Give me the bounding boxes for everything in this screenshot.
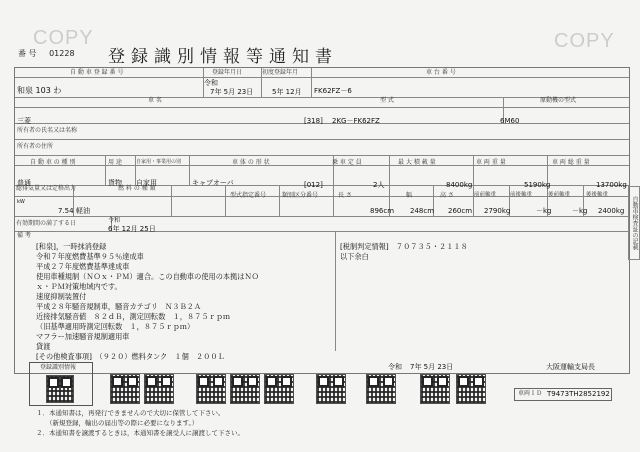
qr-code-icon xyxy=(196,374,226,404)
vehicle-id-label: 車両ＩＤ xyxy=(518,390,543,397)
document-number-value: 01228 xyxy=(49,49,75,58)
remark-line: （旧基準適用時測定回転数 １，８７５ｒｐｍ） xyxy=(36,322,195,331)
width-value: 248cm xyxy=(410,207,435,215)
fuel-value: 軽油 xyxy=(76,207,90,215)
maker-label: 車 名 xyxy=(148,97,162,104)
issue-date: 7年 5月 23日 xyxy=(410,363,454,371)
owner-name-label: 所有者の氏名又は名称 xyxy=(17,127,78,134)
type-label: 型 式 xyxy=(380,97,394,104)
vehicle-id-value: T9473TH2852192 xyxy=(547,390,610,398)
remarks-label: 備 考 xyxy=(17,232,31,239)
qr-code-icon xyxy=(420,374,450,404)
first-reg-label: 初度登録年月 xyxy=(262,69,299,76)
maxload-label: 最 大 積 載 量 xyxy=(398,159,436,166)
front-rear-axle-value: －kg xyxy=(536,207,552,215)
tax-info-line: [税制判定情報] ７０７３５・２１１８ xyxy=(340,242,468,251)
qr-code-icon xyxy=(366,374,396,404)
body-label: 車 体 の 形 状 xyxy=(232,159,270,166)
remark-line: 近接排気騒音値 ８２ｄＢ，測定回転数 １，８７５ｒｐｍ xyxy=(36,312,231,321)
engine-label: 原動機の型式 xyxy=(540,97,577,104)
side-note: 自動車検査証の記載 xyxy=(628,186,640,260)
use-value: 貨物 xyxy=(108,179,122,187)
remark-line: 速度抑制装置付 xyxy=(36,292,87,301)
expiry-era: 令和 xyxy=(108,217,121,224)
remark-line: 令和７年度燃費基準９５％達成車 xyxy=(36,252,144,261)
copy-watermark-left: COPY xyxy=(33,27,94,49)
displacement-unit: kW xyxy=(17,199,25,205)
remark-line: ｘ・ＰＭ対策地域内です。 xyxy=(36,282,122,291)
reg-date-label: 登録年月日 xyxy=(212,69,243,76)
kind-label: 自 動 車 の 種 別 xyxy=(30,159,76,166)
gross-weight-value: 13700kg xyxy=(596,181,627,189)
displacement-value: 7.54 xyxy=(58,207,74,215)
purpose-value: 自家用 xyxy=(136,179,157,187)
remark-line: マフラー加速騒音規制適用車 xyxy=(36,332,130,341)
expiry-label: 有効期間の満了する日 xyxy=(16,220,77,227)
width-label: 幅 xyxy=(406,192,413,199)
remark-line: 平成２７年度燃費基準達成車 xyxy=(36,262,130,271)
remark-line: 使用車種規制（ＮＯｘ・ＰＭ）適合。この自動車の使用の本拠はＮＯ xyxy=(36,272,259,281)
vehicle-id-box xyxy=(514,388,612,401)
reg-no-label: 自 動 車 登 録 番 号 xyxy=(70,69,124,76)
body-code: [012] xyxy=(304,181,323,189)
rear-front-axle-label: 後前軸重 xyxy=(548,192,571,198)
stamp-code-icon xyxy=(46,375,74,403)
first-reg-value: 5年 12月 xyxy=(272,88,302,96)
displacement-label: 総排気量又は定格出力 xyxy=(16,185,77,192)
maxload-value: 8400kg xyxy=(446,181,473,189)
weight-label: 車 両 重 量 xyxy=(476,159,506,166)
remark-line: [和泉]，一時抹消登録 xyxy=(36,242,107,251)
model-no-label: 型式指定番号 xyxy=(230,192,267,199)
remark-line: 貸渡 xyxy=(36,342,51,351)
length-value: 896cm xyxy=(370,207,395,215)
qr-code-icon xyxy=(456,374,486,404)
stamp-label: 登録識別情報 xyxy=(40,364,77,371)
height-value: 260cm xyxy=(448,207,473,215)
reg-date-value: 7年 5月 23日 xyxy=(210,88,254,96)
rear-rear-axle-label: 後後軸重 xyxy=(586,192,609,198)
expiry-value: 6年 12月 25日 xyxy=(108,225,156,233)
qr-code-icon xyxy=(264,374,294,404)
footnote-1-sub: （新規登録，輸出の届出等の際に必要になります。） xyxy=(46,419,199,427)
owner-address-label: 所有者の住所 xyxy=(17,143,54,150)
body-value: キャブオーバ xyxy=(192,179,234,187)
purpose-label: 自家用・事業用の別 xyxy=(136,159,182,165)
qr-code-icon xyxy=(316,374,346,404)
remark-line: 平成２８年騒音規制車，騒音カテゴリ Ｎ３Ｂ２Ａ xyxy=(36,302,202,311)
chassis-value: FK62FZ－6 xyxy=(314,87,352,95)
front-front-axle-value: 2790kg xyxy=(484,207,511,215)
qr-code-icon xyxy=(230,374,260,404)
gross-weight-label: 車 両 総 重 量 xyxy=(552,159,590,166)
footnote-2: ２．本通知書を譲渡するときは，本通知書を譲受人に譲渡して下さい。 xyxy=(36,429,244,437)
front-front-axle-label: 前前軸重 xyxy=(474,192,497,198)
document-number-label: 番 号 xyxy=(18,49,37,58)
capacity-value: 2人 xyxy=(373,181,385,189)
fuel-label: 燃 料 の 種 類 xyxy=(118,185,156,192)
engine-value: 6M60 xyxy=(500,117,520,125)
class-no-label: 類別区分番号 xyxy=(282,192,319,199)
use-label: 用 途 xyxy=(108,159,122,166)
document-number xyxy=(18,50,75,58)
end-of-remarks: 以下余白 xyxy=(340,252,369,261)
type-value: 2KG－FK62FZ xyxy=(332,117,380,125)
registration-stamp-box xyxy=(29,362,93,406)
reg-date-era: 令和 xyxy=(204,79,218,87)
footnote-1: １．本通知書は，再発行できませんので大切に保管して下さい。 xyxy=(36,409,225,417)
rear-front-axle-value: －kg xyxy=(572,207,588,215)
reg-no-value: 和泉 103 わ xyxy=(17,86,62,95)
type-code: [318] xyxy=(304,117,323,125)
qr-code-icon xyxy=(110,374,140,404)
weight-value: 5190kg xyxy=(524,181,551,189)
issuing-office: 大阪運輸支局長 xyxy=(546,363,595,371)
issue-era: 令和 xyxy=(388,363,402,371)
chassis-label: 車 台 番 号 xyxy=(426,69,456,76)
copy-watermark-right: COPY xyxy=(554,30,615,52)
rear-rear-axle-value: 2400kg xyxy=(598,207,625,215)
height-label: 高 さ xyxy=(440,192,454,199)
maker-value: 三菱 xyxy=(17,117,31,125)
kind-value: 普通 xyxy=(17,179,31,187)
page-title: 登録識別情報等通知書 xyxy=(108,47,338,67)
remark-line: [その他検査事項] （９２０）燃料タンク １個 ２００Ｌ xyxy=(36,352,225,361)
front-rear-axle-label: 前後軸重 xyxy=(510,192,533,198)
qr-code-icon xyxy=(144,374,174,404)
capacity-label: 乗 車 定 員 xyxy=(332,159,362,166)
length-label: 長 さ xyxy=(338,192,352,199)
